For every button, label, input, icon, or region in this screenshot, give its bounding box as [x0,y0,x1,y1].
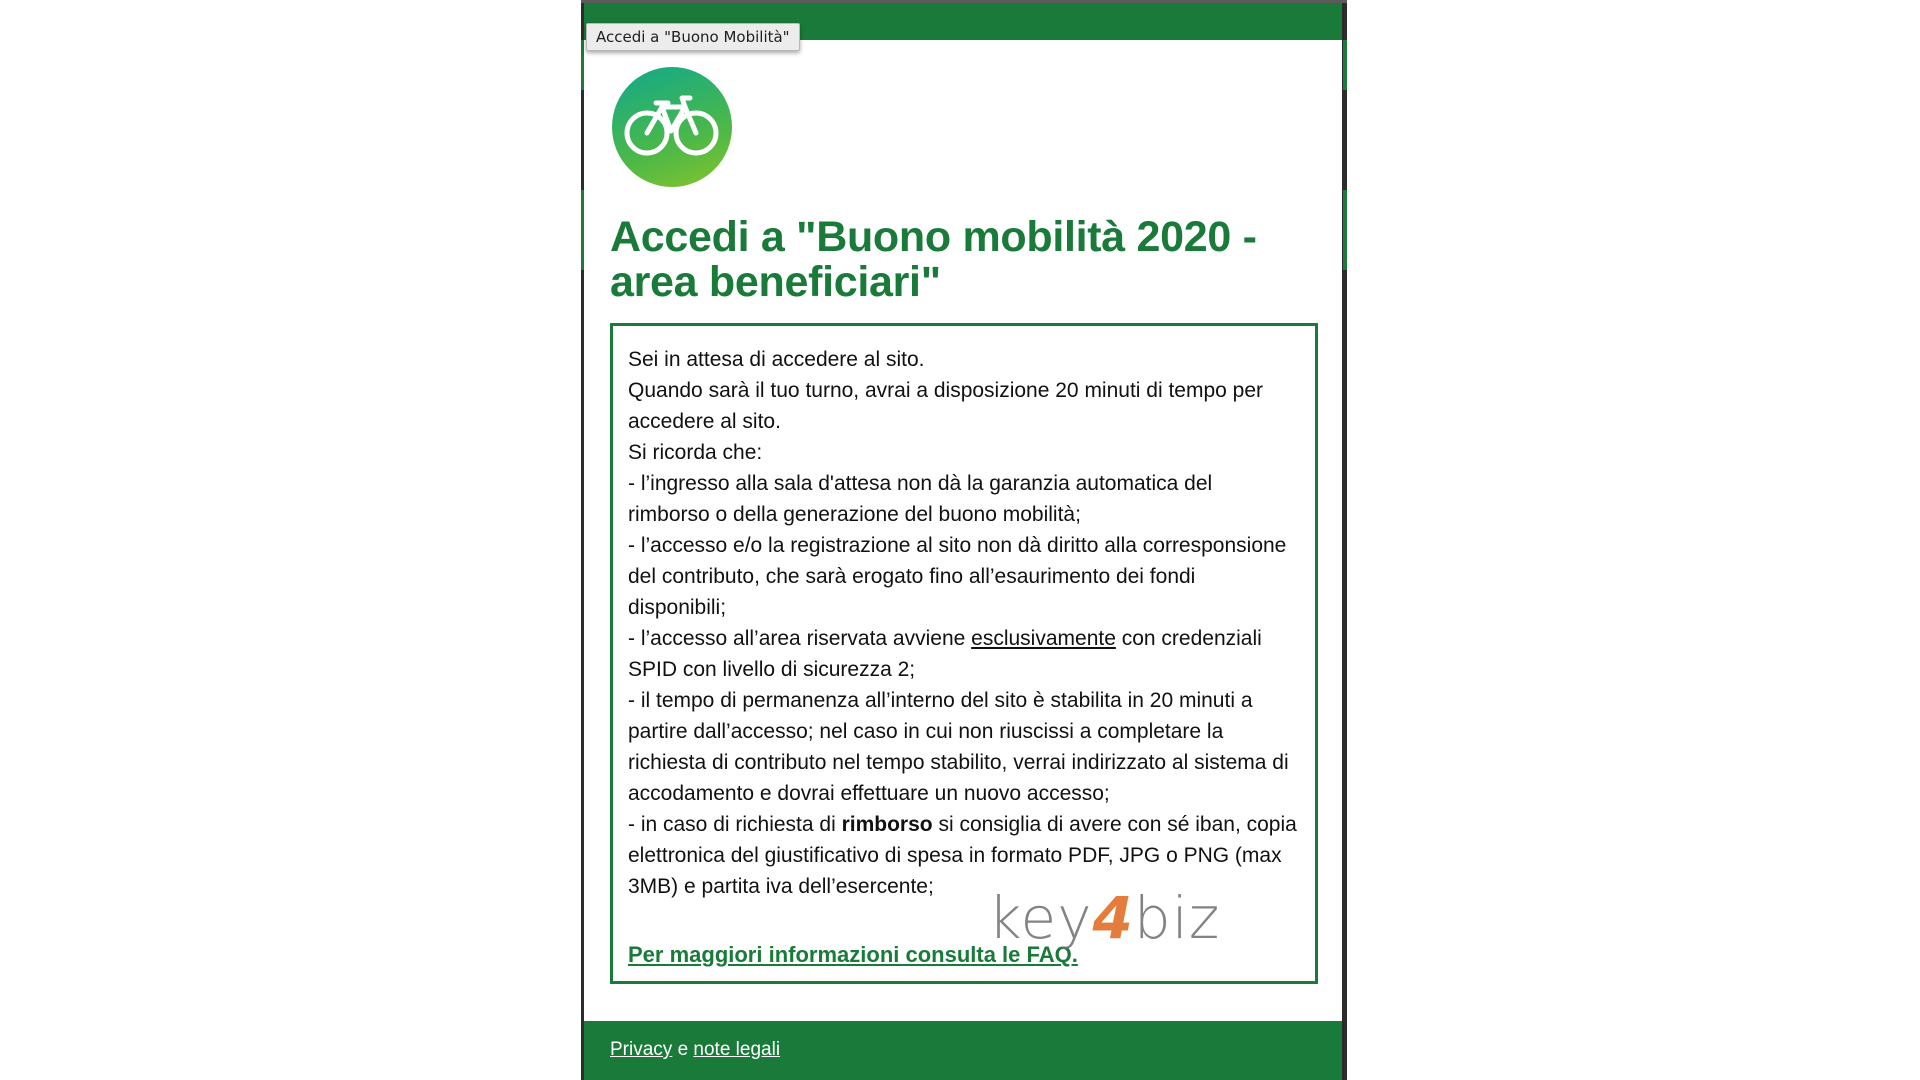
notice-bullet-spid [628,623,1299,685]
bullet-refund-text-pre: - in caso di richiesta di [628,813,842,836]
app-logo [612,67,732,187]
footer-links [610,1039,780,1061]
notice-bullet-waiting-room: - l’ingresso alla sala d'attesa non dà la garanzia automatica del rimborso o della generazione del buono mobilità; [628,472,1213,526]
bicycle-icon [612,67,732,187]
footer [584,1021,1342,1080]
bullet-refund-bold: rimborso [841,813,933,836]
page-title: Accedi a "Buono mobilità 2020 - area beneficiari" [610,213,1257,306]
notice-body [628,344,1299,902]
privacy-link[interactable]: Privacy [610,1039,673,1060]
watermark-accent: 4 [1092,884,1134,952]
tooltip: Accedi a "Buono Mobilità" [586,23,800,51]
notice-line-turn: Quando sarà il tuo turno, avrai a disposizione 20 minuti di tempo per accedere al sito. [628,379,1264,433]
notice-bullet-registration: - l’accesso e/o la registrazione al sito non dà diritto alla corresponsione del contributo, che sarà erogato fino all’esaurimento dei fondi disponibili; [628,534,1287,619]
watermark-part1: key [988,884,1093,952]
browser-window [581,0,1347,1080]
right-edge-accent [1343,40,1347,90]
watermark-part2: biz [1133,884,1221,952]
web-page [584,3,1342,1080]
bullet-spid-emphasis: esclusivamente [971,627,1116,650]
bullet-refund-text-post: si consiglia di avere con sé iban, copia elettronica del giustificativo di spesa in formato PDF, JPG o PNG (max 3MB) e partita iva dell’esercente; [628,813,1297,898]
legal-notes-link[interactable]: note legali [693,1039,781,1060]
right-edge-accent-lower [1343,190,1347,270]
bullet-spid-text-post: con credenziali SPID con livello di sicurezza 2; [628,627,1262,681]
notice-line-waiting: Sei in attesa di accedere al sito. [628,348,925,371]
bullet-spid-text-pre: - l’accesso all’area riservata avviene [628,627,972,650]
notice-line-reminder: Si ricorda che: [628,441,763,464]
faq-link[interactable]: Per maggiori informazioni consulta le FAQ. [628,942,1078,967]
footer-conjunction: e [672,1039,694,1060]
notice-bullet-session-time: - il tempo di permanenza all’interno del sito è stabilita in 20 minuti a partire dall’accesso; nel caso in cui non riuscissi a completare la richiesta di contributo nel tempo stabilito, verrai indirizzato al sistema di accodamento e dovrai effettuare un nuovo accesso; [628,689,1289,805]
key4biz-watermark [988,884,1221,952]
